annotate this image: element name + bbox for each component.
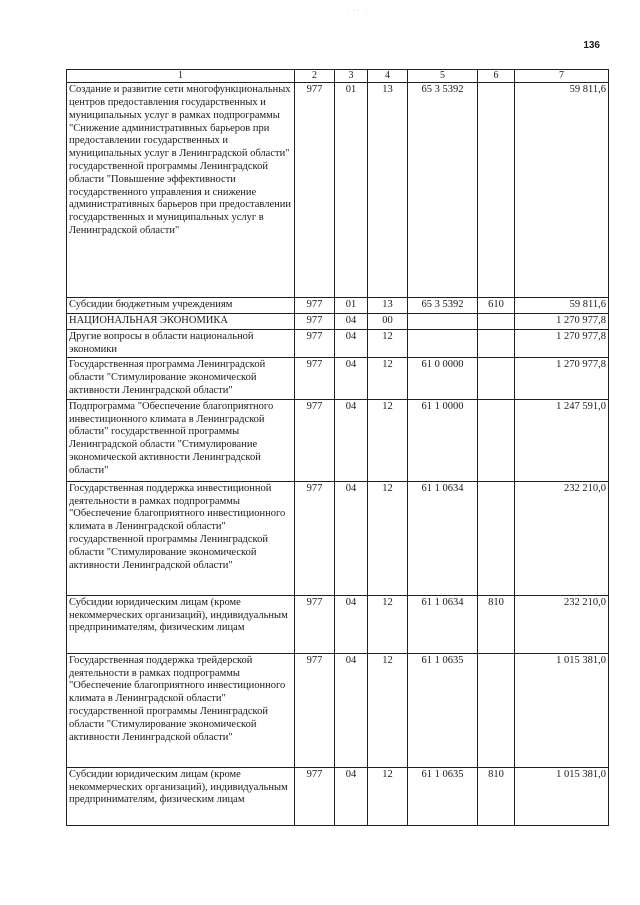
row-vr (478, 481, 515, 595)
row-name: Субсидии юридическим лицам (кроме некоммерческих организаций), индивидуальным предпринимателям, физическим лицам (67, 595, 295, 653)
table-row (67, 83, 609, 298)
page-number: 136 (583, 40, 600, 51)
row-sum: 1 270 977,8 (515, 358, 609, 399)
row-rz: 04 (335, 595, 368, 653)
row-csr: 61 1 0634 (408, 595, 478, 653)
table-row (67, 329, 609, 358)
table-row (67, 595, 609, 653)
row-rz: 04 (335, 358, 368, 399)
row-sum: 232 210,0 (515, 481, 609, 595)
row-pr: 12 (368, 358, 408, 399)
row-pr: 00 (368, 313, 408, 329)
row-vr: 810 (478, 595, 515, 653)
row-ved: 977 (295, 595, 335, 653)
row-pr: 12 (368, 653, 408, 767)
row-pr: 12 (368, 329, 408, 358)
row-ved: 977 (295, 767, 335, 825)
row-rz: 01 (335, 298, 368, 314)
row-sum: 232 210,0 (515, 595, 609, 653)
row-ved: 977 (295, 481, 335, 595)
row-pr: 12 (368, 767, 408, 825)
row-vr (478, 399, 515, 481)
table-row (67, 767, 609, 825)
header-cell: 7 (515, 70, 609, 83)
row-ved: 977 (295, 358, 335, 399)
row-vr: 610 (478, 298, 515, 314)
row-sum: 59 811,6 (515, 298, 609, 314)
row-ved: 977 (295, 653, 335, 767)
row-name: Подпрограмма "Обеспечение благоприятного инвестиционного климата в Ленинградской области" государственной программы Ленинградской области "Стимулирование экономической активности Ленинградской области" (67, 399, 295, 481)
row-pr: 13 (368, 298, 408, 314)
row-vr (478, 358, 515, 399)
header-cell: 3 (335, 70, 368, 83)
table-row (67, 358, 609, 399)
row-name: Субсидии юридическим лицам (кроме некоммерческих организаций), индивидуальным предпринимателям, физическим лицам (67, 767, 295, 825)
row-csr (408, 313, 478, 329)
header-cell: 2 (295, 70, 335, 83)
row-csr: 65 3 5392 (408, 298, 478, 314)
row-pr: 12 (368, 399, 408, 481)
row-ved: 977 (295, 313, 335, 329)
row-rz: 01 (335, 83, 368, 298)
row-csr: 61 1 0635 (408, 767, 478, 825)
row-vr (478, 313, 515, 329)
row-sum: 1 015 381,0 (515, 653, 609, 767)
row-csr: 61 1 0000 (408, 399, 478, 481)
table-row (67, 313, 609, 329)
table-header-row (67, 70, 609, 83)
row-csr: 61 1 0635 (408, 653, 478, 767)
table-row (67, 653, 609, 767)
header-cell: 1 (67, 70, 295, 83)
row-name: Государственная поддержка инвестиционной деятельности в рамках подпрограммы "Обеспечение благоприятного инвестиционного климата в Ленинградской области" государственной программы Ленинградской области "Стимулирование экономической активности Ленинградской области" (67, 481, 295, 595)
header-cell: 6 (478, 70, 515, 83)
row-rz: 04 (335, 329, 368, 358)
row-csr: 65 3 5392 (408, 83, 478, 298)
row-vr: 810 (478, 767, 515, 825)
table-row (67, 481, 609, 595)
header-cell: 4 (368, 70, 408, 83)
row-rz: 04 (335, 767, 368, 825)
row-pr: 13 (368, 83, 408, 298)
row-ved: 977 (295, 83, 335, 298)
table-row (67, 399, 609, 481)
row-ved: 977 (295, 329, 335, 358)
row-sum: 1 270 977,8 (515, 313, 609, 329)
row-csr: 61 1 0634 (408, 481, 478, 595)
row-pr: 12 (368, 481, 408, 595)
budget-table (66, 69, 609, 826)
row-rz: 04 (335, 653, 368, 767)
row-sum: 1 015 381,0 (515, 767, 609, 825)
row-ved: 977 (295, 399, 335, 481)
row-pr: 12 (368, 595, 408, 653)
row-vr (478, 653, 515, 767)
row-rz: 04 (335, 399, 368, 481)
row-sum: 1 247 591,0 (515, 399, 609, 481)
scan-mark: · ·· · (346, 8, 369, 14)
row-name: Создание и развитие сети многофункциональных центров предоставления государственных и муниципальных услуг в рамках подпрограммы "Снижение административных барьеров при предоставлении государственных и муниципальных услуг в Ленинградской области" государственной программы Ленинградской области "Повышение эффективности государственного управления и снижение административных барьеров при предоставлении государственных и муниципальных услуг в Ленинградской области" (67, 83, 295, 298)
row-name: НАЦИОНАЛЬНАЯ ЭКОНОМИКА (67, 313, 295, 329)
row-sum: 1 270 977,8 (515, 329, 609, 358)
row-sum: 59 811,6 (515, 83, 609, 298)
row-vr (478, 83, 515, 298)
row-csr (408, 329, 478, 358)
row-rz: 04 (335, 481, 368, 595)
row-rz: 04 (335, 313, 368, 329)
row-csr: 61 0 0000 (408, 358, 478, 399)
row-name: Субсидии бюджетным учреждениям (67, 298, 295, 314)
header-cell: 5 (408, 70, 478, 83)
row-name: Государственная программа Ленинградской области "Стимулирование экономической активности Ленинградской области" (67, 358, 295, 399)
row-name: Другие вопросы в области национальной экономики (67, 329, 295, 358)
row-name: Государственная поддержка трейдерской деятельности в рамках подпрограммы "Обеспечение благоприятного инвестиционного климата в Ленинградской области" государственной программы Ленинградской области "Стимулирование экономической активности Ленинградской области" (67, 653, 295, 767)
row-ved: 977 (295, 298, 335, 314)
table-row (67, 298, 609, 314)
row-vr (478, 329, 515, 358)
